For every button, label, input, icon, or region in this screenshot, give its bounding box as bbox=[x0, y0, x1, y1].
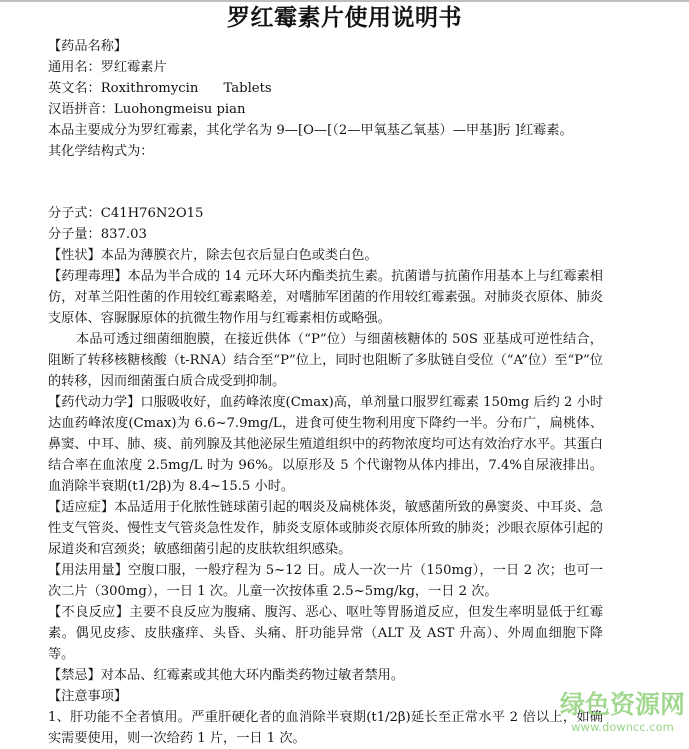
generic-name: 通用名：罗红霉素片 bbox=[48, 60, 167, 75]
properties-text: 本品为薄膜衣片，除去包衣后显白色或类白色。 bbox=[100, 248, 378, 263]
structure-image-placeholder bbox=[48, 162, 603, 203]
indications-text: 本品适用于化脓性链球菌引起的咽炎及扁桃体炎，敏感菌所致的鼻窦炎、中耳炎、急性支气管炎、慢性支气管炎急性发作，肺炎支原体或肺炎衣原体所致的肺炎；沙眼衣原体引起的尿道炎和宫颈炎；敏感细菌引起的皮肤软组织感染。 bbox=[48, 500, 604, 557]
section-heading-indications: 【适应症】 bbox=[48, 500, 115, 515]
watermark-logo-text: 绿色资源网 bbox=[560, 690, 686, 719]
section-dosage bbox=[48, 560, 603, 602]
document-title: 罗红霉素片使用说明书 bbox=[227, 5, 462, 31]
molecular-formula: 分子式：C41H76N2O15 bbox=[48, 206, 204, 221]
section-heading-contraindications: 【禁忌】 bbox=[48, 668, 101, 683]
structure-label: 其化学结构式为： bbox=[48, 144, 154, 159]
section-heading-precautions: 【注意事项】 bbox=[48, 689, 128, 704]
pinyin-name: 汉语拼音：Luohongmeisu pian bbox=[48, 102, 246, 117]
section-heading-pharmacokinetics: 【药代动力学】 bbox=[48, 395, 141, 410]
composition: 本品主要成分为罗红霉素，其化学名为 9—[O—[（2—甲氧基乙氧基）—甲基]肟 ]红霉素。 bbox=[48, 123, 573, 138]
section-adverse-reactions bbox=[48, 602, 603, 665]
section-heading-dosage: 【用法用量】 bbox=[48, 563, 129, 578]
section-heading-adverse-reactions: 【不良反应】 bbox=[48, 605, 130, 620]
dosage-text: 空腹口服，一般疗程为 5~12 日。成人一次一片（150mg），一日 2 次；也可一次二片（300mg），一日 1 次。儿童一次按体重 2.5~5mg/kg，一日 2 次。 bbox=[48, 563, 603, 599]
contraindications-text: 对本品、红霉素或其他大环内酯类药物过敏者禁用。 bbox=[100, 668, 405, 683]
watermark-url: www.downcc.com bbox=[571, 720, 674, 734]
pharmacokinetics-text: 口服吸收好，血药峰浓度(Cmax)高，单剂量口服罗红霉素 150mg 后约 2 小时达血药峰浓度(Cmax)为 6.6~7.9mg/L，进食可使生物利用度下降约一半。分布广，扁桃体、鼻窦、中耳、肺、痰、前列腺及其他泌尿生殖道组织中的药物浓度均可达有效治疗水平。其蛋白结合率在血浓度 2.5mg/L 时为 96%。以原形及 5 个代谢物从体内排出，7.4%自尿液排出。血消除半衰期(t1/2β)为 8.4~15.5 小时。 bbox=[48, 395, 604, 494]
pharmacology-paragraph-2: 本品可透过细菌细胞膜，在接近供体（“P”位）与细菌核糖体的 50S 亚基成可逆性结合，阻断了转移核糖核酸（t-RNA）结合至“P”位上，同时也阻断了多肽链自受位（“A”位）至“P”位的转移，因而细菌蛋白质合成受到抑制。 bbox=[48, 332, 603, 389]
pharmacology-text: 本品为半合成的 14 元环大环内酯类抗生素。抗菌谱与抗菌作用基本上与红霉素相仿，对革兰阳性菌的作用较红霉素略差，对嗜肺军团菌的作用较红霉素强。对肺炎衣原体、肺炎支原体、容脲脲原体的抗微生物作用与红霉素相仿或略强。 bbox=[48, 269, 603, 326]
section-pharmacology bbox=[48, 266, 603, 329]
section-heading-drug-name: 【药品名称】 bbox=[48, 39, 128, 54]
adverse-reactions-text: 主要不良反应为腹痛、腹泻、恶心、呕吐等胃肠道反应，但发生率明显低于红霉素。偶见皮疹、皮肤瘙痒、头昏、头痛、肝功能异常（ALT 及 AST 升高）、外周血细胞下降等。 bbox=[48, 605, 604, 662]
section-properties bbox=[48, 245, 603, 266]
section-indications bbox=[48, 497, 603, 560]
section-pharmacokinetics bbox=[48, 392, 603, 497]
section-heading-properties: 【性状】 bbox=[48, 248, 101, 263]
document-body bbox=[48, 36, 603, 749]
section-contraindications bbox=[48, 665, 603, 686]
molecular-weight: 分子量：837.03 bbox=[48, 227, 147, 242]
precaution-item-1: 1、肝功能不全者慎用。严重肝硬化者的血消除半衰期(t1/2β)延长至正常水平 2 倍以上，如确实需要使用，则一次给药 1 片，一日 1 次。 bbox=[48, 710, 603, 746]
english-name: 英文名：Roxithromycin Tablets bbox=[48, 81, 272, 96]
section-heading-pharmacology: 【药理毒理】 bbox=[48, 269, 128, 284]
watermark bbox=[560, 690, 685, 734]
